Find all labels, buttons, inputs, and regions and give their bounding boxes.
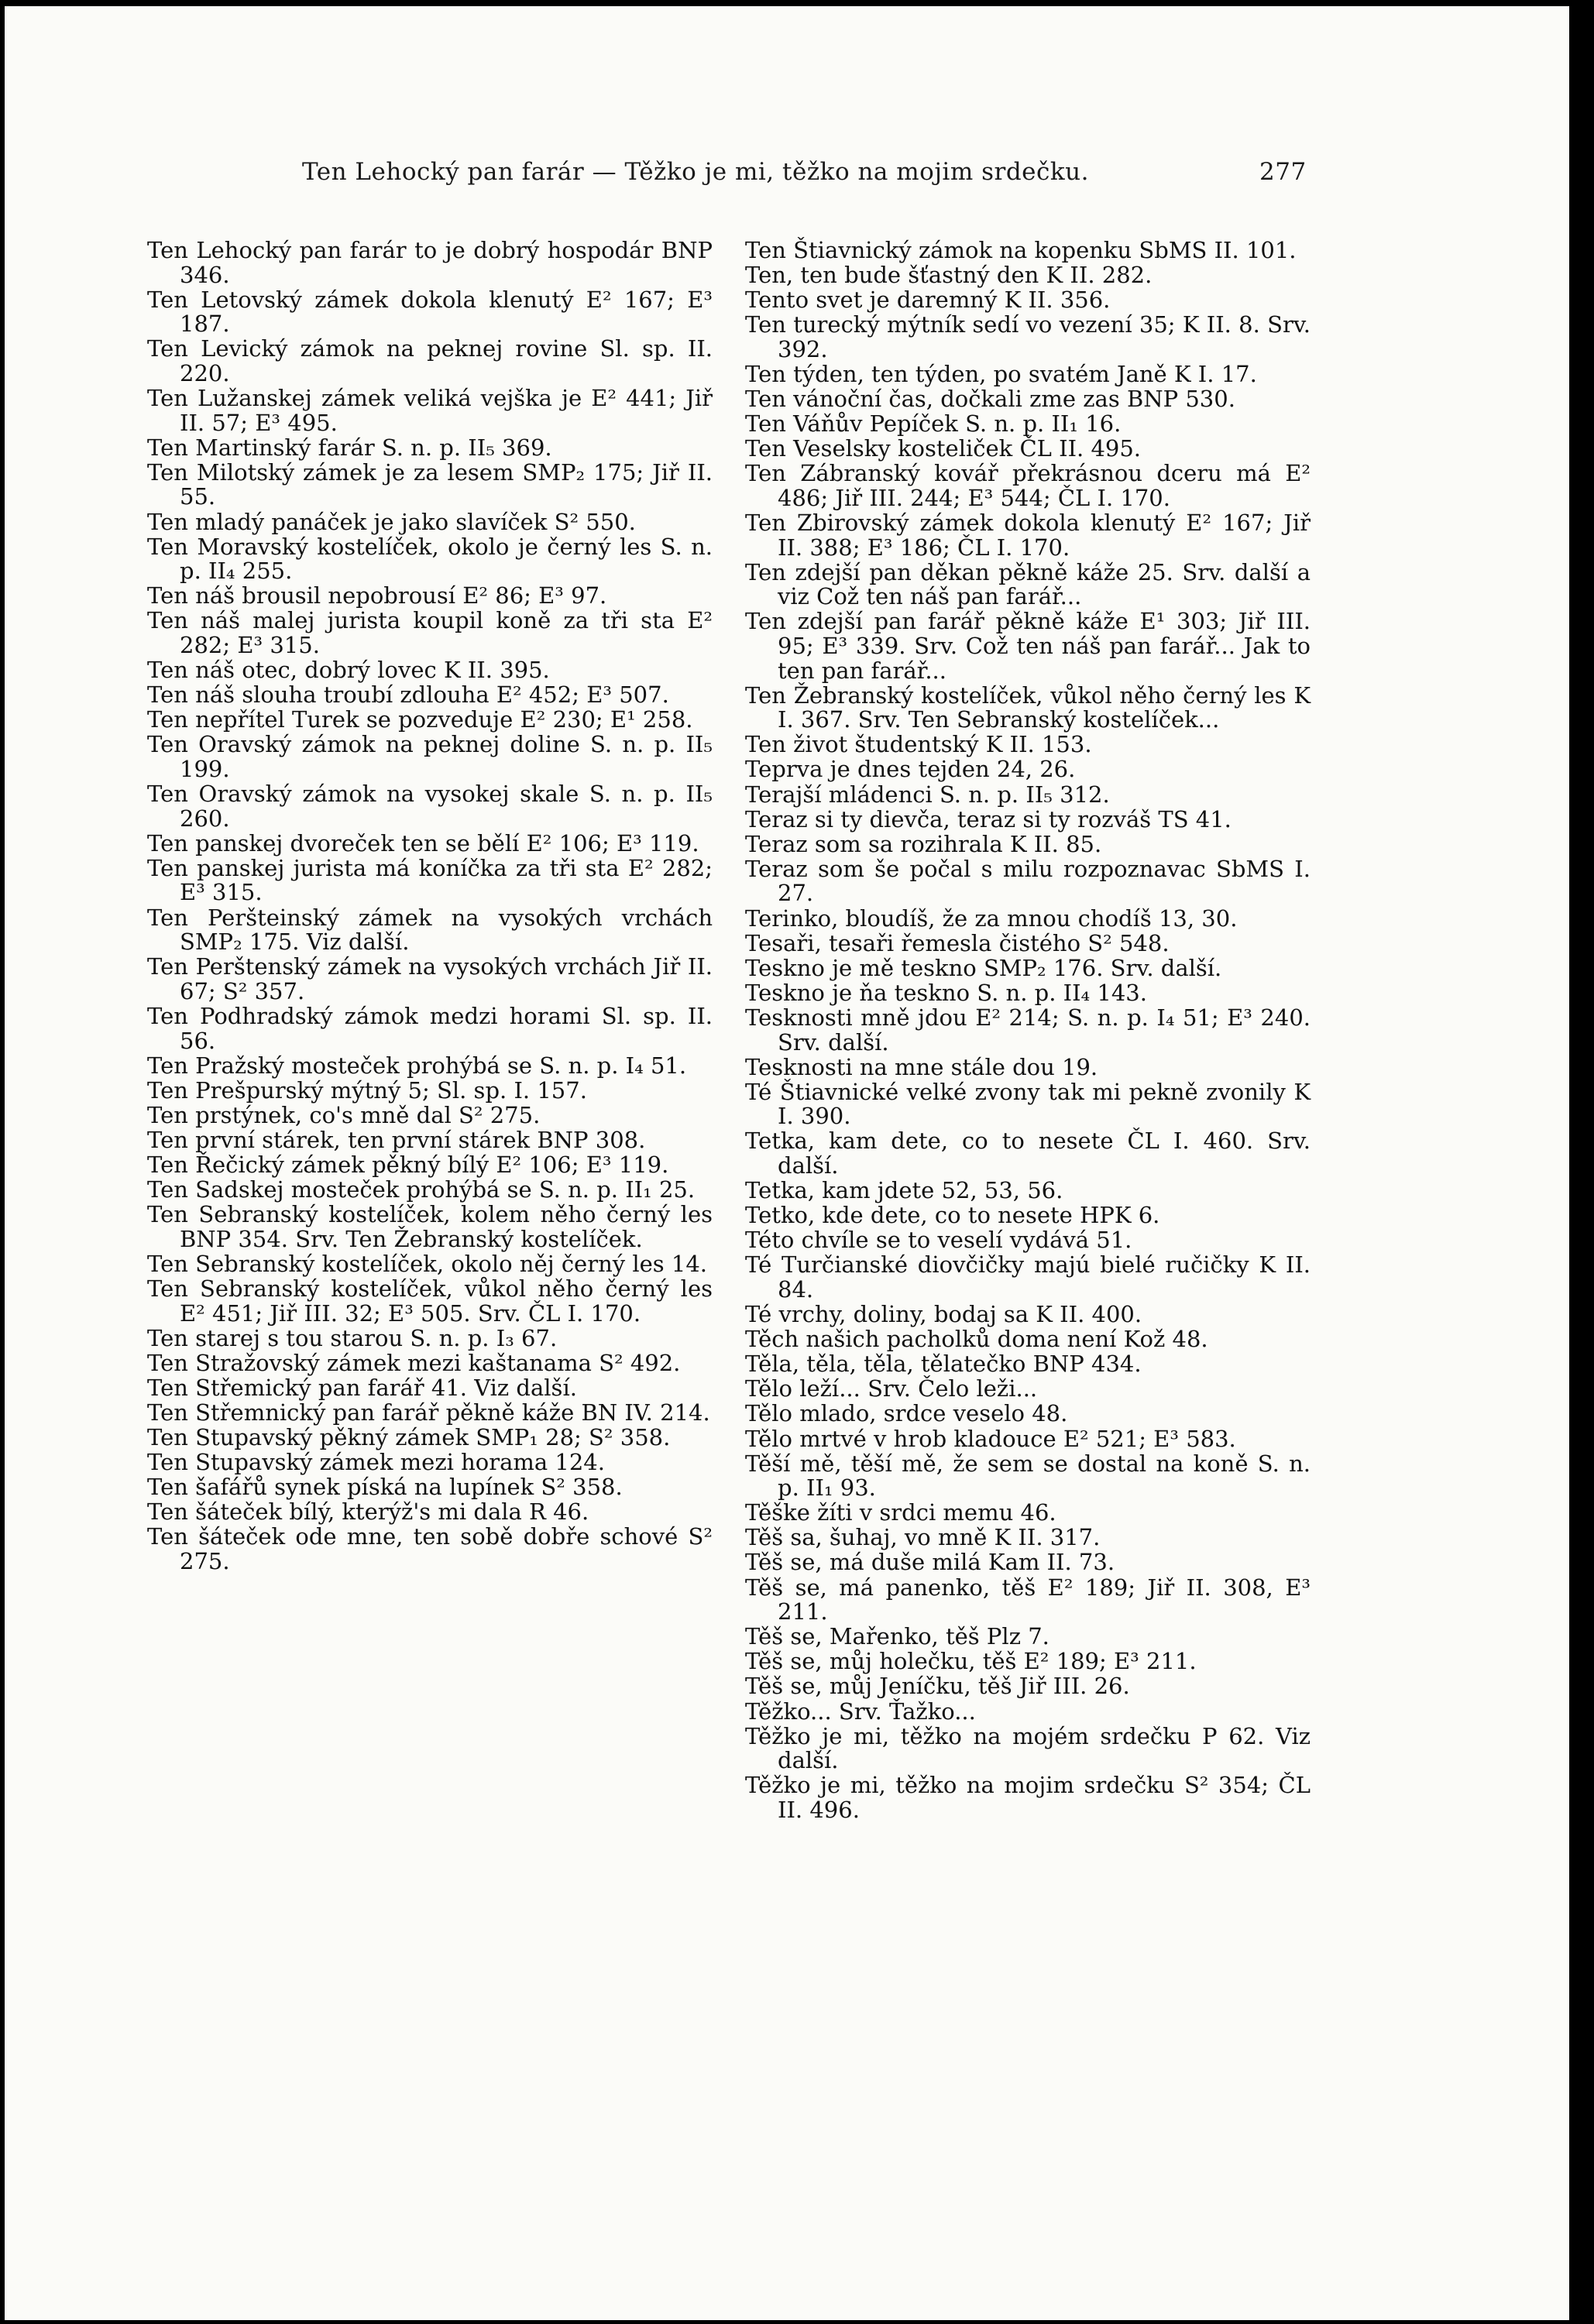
index-entry: Ten Stražovský zámek mezi kaštanama S² 492.: [147, 1349, 681, 1376]
index-entry: Ten náš otec, dobrý lovec K II. 395.: [147, 657, 550, 684]
index-entry: Ten náš malej jurista koupil koně za tři sta E² 282; E³ 315.: [147, 607, 713, 658]
index-entry: Ten Štiavnický zámok na kopenku SbMS II. 101.: [745, 237, 1297, 263]
index-entry: Ten Sebranský kostelíček, kolem něho černý les BNP 354. Srv. Ten Žebranský kostelíček.: [147, 1201, 713, 1252]
index-entry: Tělo leží... Srv. Čelo leži...: [745, 1375, 1038, 1402]
index-entry: Tělo mrtvé v hrob kladouce E² 521; E³ 583.: [745, 1425, 1236, 1452]
index-entry: Ten Stupavský pěkný zámek SMP₁ 28; S² 358.: [147, 1424, 671, 1450]
page-number: 277: [1259, 158, 1307, 186]
index-entry: Ten Lužanskej zámek veliká vejška je E² 441; Jiř II. 57; E³ 495.: [147, 385, 713, 436]
index-entry: Ten panskej dvoreček ten se bělí E² 106; E³ 119.: [147, 829, 699, 856]
index-entry: Ten, ten bude šťastný den K II. 282.: [745, 262, 1153, 289]
left-column: [147, 239, 713, 1574]
index-entry: Ten šáteček bílý, kterýž's mi dala R 46.: [147, 1498, 589, 1526]
index-entry: Těš se, má panenko, těš E² 189; Jiř II. 308, E³ 211.: [745, 1574, 1311, 1625]
index-entry: Těžko... Srv. Ťažko...: [745, 1698, 976, 1725]
index-entry: Ten Perštenský zámek na vysokých vrchách Jiř II. 67; S² 357.: [147, 953, 713, 1004]
index-entry: Ten náš brousil nepobrousí E² 86; E³ 97.: [147, 582, 607, 609]
index-entry: Ten starej s tou starou S. n. p. I₃ 67.: [147, 1324, 558, 1351]
index-entry: Tělo mlado, srdce veselo 48.: [745, 1400, 1068, 1427]
index-entry: Ten Řečický zámek pěkný bílý E² 106; E³ 119.: [147, 1151, 669, 1178]
index-entry: Ten život študentský K II. 153.: [745, 731, 1092, 758]
index-entry: Ten týden, ten týden, po svatém Janě K I. 17.: [745, 360, 1257, 387]
index-entry: Ten vánoční čas, dočkali zme zas BNP 530.: [745, 386, 1235, 413]
index-entry: Ten Stupavský zámek mezi horama 124.: [147, 1449, 605, 1476]
index-entry: Ten Levický zámok na peknej rovine Sl. sp. II. 220.: [147, 335, 713, 386]
index-entry: Těch našich pacholků doma není Kož 48.: [745, 1326, 1208, 1353]
index-entry: Ten první stárek, ten první stárek BNP 308.: [147, 1126, 646, 1153]
index-entry: Teraz som sa rozihrala K II. 85.: [745, 830, 1102, 857]
index-entry: Tesknosti mně jdou E² 214; S. n. p. I₄ 51; E³ 240. Srv. další.: [745, 1004, 1311, 1056]
index-entry: Teprva je dnes tejden 24, 26.: [745, 756, 1076, 783]
index-entry: Teskno je ňa teskno S. n. p. II₄ 143.: [745, 979, 1147, 1006]
index-entry: Tetka, kam jdete 52, 53, 56.: [745, 1177, 1063, 1204]
index-entry: Ten Oravský zámok na vysokej skale S. n. p. II₅ 260.: [147, 781, 713, 832]
index-entry: Ten nepřítel Turek se pozveduje E² 230; E¹ 258.: [147, 706, 693, 733]
index-entry: Ten šafářů synek píská na lupínek S² 358.: [147, 1474, 623, 1501]
index-entry: Ten šáteček ode mne, ten sobě dobře schové S² 275.: [147, 1523, 713, 1574]
right-column: [745, 239, 1311, 1823]
header-title: Ten Lehocký pan farár — Těžko je mi, těžko na mojim srdečku.: [302, 158, 1089, 186]
index-entry: Ten náš slouha troubí zdlouha E² 452; E³ 507.: [147, 681, 669, 709]
index-entry: Těš se, můj holečku, těš E² 189; E³ 211.: [745, 1648, 1197, 1675]
index-entry: Tetko, kde dete, co to nesete HPK 6.: [745, 1202, 1160, 1229]
index-entry: Ten Pražský mosteček prohýbá se S. n. p. I₄ 51.: [147, 1052, 687, 1079]
index-entry: Ten Zábranský kovář překrásnou dceru má E² 486; Jiř III. 244; E³ 544; ČL I. 170.: [745, 460, 1311, 511]
index-entry: Těš se, Mařenko, těš Plz 7.: [745, 1623, 1049, 1650]
index-entry: Ten Váňův Pepíček S. n. p. II₁ 16.: [745, 410, 1122, 438]
index-entry: Ten Prešpurský mýtný 5; Sl. sp. I. 157.: [147, 1076, 587, 1104]
book-page: [5, 6, 1569, 2320]
index-entry: Ten Peršteinský zámek na vysokých vrchách SMP₂ 175. Viz další.: [147, 904, 713, 956]
index-entry: Terinko, bloudíš, že za mnou chodíš 13, 30.: [745, 905, 1238, 932]
index-entry: Ten mladý panáček je jako slavíček S² 550.: [147, 508, 636, 535]
index-entry: Ten Střemnický pan farář pěkně káže BN IV. 214.: [147, 1399, 710, 1426]
index-entry: Ten turecký mýtník sedí vo vezení 35; K II. 8. Srv. 392.: [745, 311, 1311, 362]
index-entry: Těš se, můj Jeníčku, těš Jiř III. 26.: [745, 1673, 1130, 1700]
index-entry: Ten prstýnek, co's mně dal S² 275.: [147, 1101, 541, 1128]
index-entry: Těla, těla, těla, tělatečko BNP 434.: [745, 1351, 1142, 1378]
index-entry: Tetka, kam dete, co to nesete ČL I. 460. Srv. další.: [745, 1128, 1311, 1179]
index-entry: Ten Sebranský kostelíček, okolo něj černý les 14.: [147, 1250, 708, 1277]
index-entry: Ten Žebranský kostelíček, vůkol něho černý les K I. 367. Srv. Ten Sebranský kostelíček...: [745, 681, 1311, 733]
scan-border: [1569, 0, 1594, 2324]
index-entry: Ten Střemický pan farář 41. Viz další.: [147, 1374, 577, 1401]
index-entry: Ten panskej jurista má koníčka za tři sta E² 282; E³ 315.: [147, 854, 713, 906]
index-entry: Těš se, má duše milá Kam II. 73.: [745, 1549, 1115, 1576]
index-entry: Těší mě, těší mě, že sem se dostal na koně S. n. p. II₁ 93.: [745, 1450, 1311, 1502]
index-entry: Ten Martinský farár S. n. p. II₅ 369.: [147, 434, 552, 461]
index-entry: Ten Zbirovský zámek dokola klenutý E² 167; Jiř II. 388; E³ 186; ČL I. 170.: [745, 510, 1311, 561]
index-entry: Těžko je mi, těžko na mojém srdečku P 62. Viz další.: [745, 1722, 1311, 1774]
index-entry: Ten zdejší pan farář pěkně káže E¹ 303; Jiř III. 95; E³ 339. Srv. Což ten náš pan farář... Jak to ten pan farář...: [745, 608, 1311, 684]
index-entry: Ten Milotský zámek je za lesem SMP₂ 175; Jiř II. 55.: [147, 458, 713, 510]
index-entry: Té vrchy, doliny, bodaj sa K II. 400.: [745, 1301, 1142, 1328]
index-entry: Ten zdejší pan děkan pěkně káže 25. Srv. další a viz Což ten náš pan farář...: [745, 558, 1311, 610]
index-entry: Těš sa, šuhaj, vo mně K II. 317.: [745, 1524, 1101, 1551]
index-entry: Ten Podhradský zámok medzi horami Sl. sp. II. 56.: [147, 1002, 713, 1054]
index-entry: Těške žíti v srdci memu 46.: [745, 1499, 1056, 1526]
index-entry: Teraz si ty dievča, teraz si ty rozváš TS 41.: [745, 805, 1232, 832]
index-entry: Ten Oravský zámok na peknej doline S. n. p. II₅ 199.: [147, 731, 713, 782]
index-entry: Terajší mládenci S. n. p. II₅ 312.: [745, 781, 1110, 808]
index-entry: Ten Veselsky kosteliček ČL II. 495.: [745, 435, 1142, 462]
index-entry: Tesknosti na mne stále dou 19.: [745, 1053, 1098, 1080]
index-entry: Ten Sadskej mosteček prohýbá se S. n. p. II₁ 25.: [147, 1176, 696, 1203]
index-entry: Teraz som še počal s milu rozpoznavac SbMS I. 27.: [745, 855, 1311, 907]
index-entry: Té Turčianské diovčičky majú bielé ručičky K II. 84.: [745, 1251, 1311, 1303]
index-entry: Tesaři, tesaři řemesla čistého S² 548.: [745, 929, 1170, 956]
index-entry: Těžko je mi, těžko na mojim srdečku S² 354; ČL II. 496.: [745, 1772, 1311, 1823]
index-entry: Této chvíle se to veselí vydává 51.: [745, 1227, 1132, 1254]
index-entry: Ten Lehocký pan farár to je dobrý hospodár BNP 346.: [147, 237, 713, 288]
index-entry: Té Štiavnické velké zvony tak mi pekně zvonily K I. 390.: [745, 1078, 1311, 1130]
index-entry: Ten Sebranský kostelíček, vůkol něho černý les E² 451; Jiř III. 32; E³ 505. Srv. ČL I. 170.: [147, 1275, 713, 1327]
index-entry: Ten Moravský kostelíček, okolo je černý les S. n. p. II₄ 255.: [147, 533, 713, 585]
index-entry: Ten Letovský zámek dokola klenutý E² 167; E³ 187.: [147, 286, 713, 338]
index-entry: Teskno je mě teskno SMP₂ 176. Srv. další.: [745, 954, 1222, 981]
index-entry: Tento svet je daremný K II. 356.: [745, 287, 1111, 314]
